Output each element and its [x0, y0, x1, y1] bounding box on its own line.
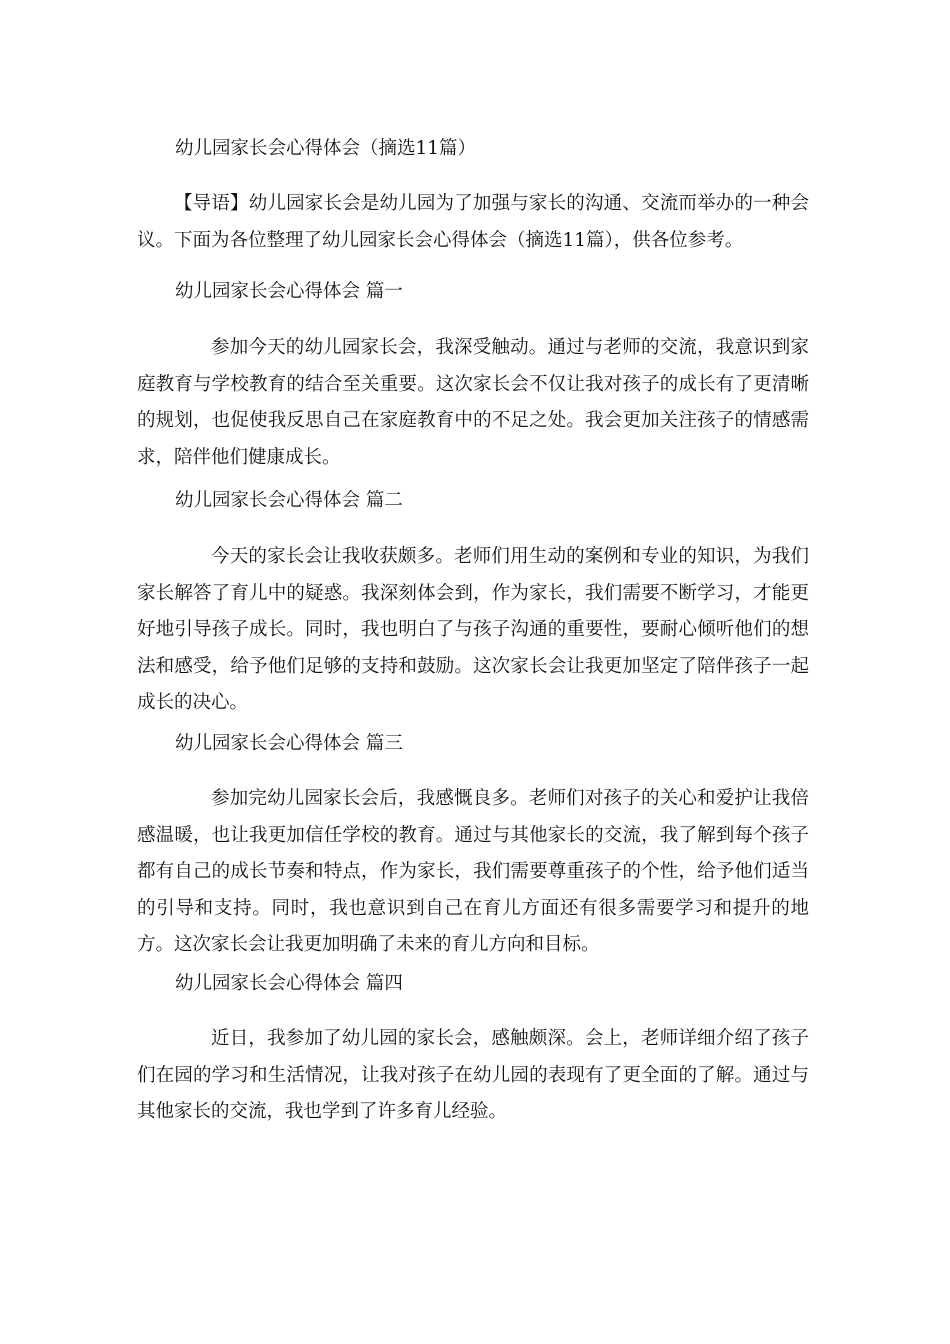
section-body-1: 参加今天的幼儿园家长会，我深受触动。通过与老师的交流，我意识到家庭教育与学校教育的结合至关重要。这次家长会不仅让我对孩子的成长有了更清晰的规划，也促使我反思自己在家庭教育中的不足之处。我会更加关注孩子的情感需求，陪伴他们健康成长。 [137, 337, 809, 468]
document-title: 幼儿园家长会心得体会（摘选11篇） [175, 138, 477, 159]
section-body-4: 近日，我参加了幼儿园的家长会，感触颇深。会上，老师详细介绍了孩子们在园的学习和生活情况，让我对孩子在幼儿园的表现有了更全面的了解。通过与其他家长的交流，我也学到了许多育儿经验。 [137, 1028, 809, 1122]
section-heading-1: 幼儿园家长会心得体会 篇一 [175, 281, 403, 302]
section-heading-4: 幼儿园家长会心得体会 篇四 [175, 973, 403, 994]
intro-paragraph: 【导语】幼儿园家长会是幼儿园为了加强与家长的沟通、交流而举办的一种会议。下面为各位整理了幼儿园家长会心得体会（摘选11篇），供各位参考。 [137, 193, 809, 251]
section-body-2: 今天的家长会让我收获颇多。老师们用生动的案例和专业的知识，为我们家长解答了育儿中的疑惑。我深刻体会到，作为家长，我们需要不断学习，才能更好地引导孩子成长。同时，我也明白了与孩子沟通的重要性，要耐心倾听他们的想法和感受，给予他们足够的支持和鼓励。这次家长会让我更加坚定了陪伴孩子一起成长的决心。 [137, 546, 809, 713]
section-heading-3: 幼儿园家长会心得体会 篇三 [175, 733, 403, 754]
section-heading-2: 幼儿园家长会心得体会 篇二 [175, 490, 403, 511]
section-body-3: 参加完幼儿园家长会后，我感慨良多。老师们对孩子的关心和爱护让我倍感温暖，也让我更加信任学校的教育。通过与其他家长的交流，我了解到每个孩子都有自己的成长节奏和特点，作为家长，我们需要尊重孩子的个性，给予他们适当的引导和支持。同时，我也意识到自己在育儿方面还有很多需要学习和提升的地方。这次家长会让我更加明确了未来的育儿方向和目标。 [137, 788, 809, 955]
